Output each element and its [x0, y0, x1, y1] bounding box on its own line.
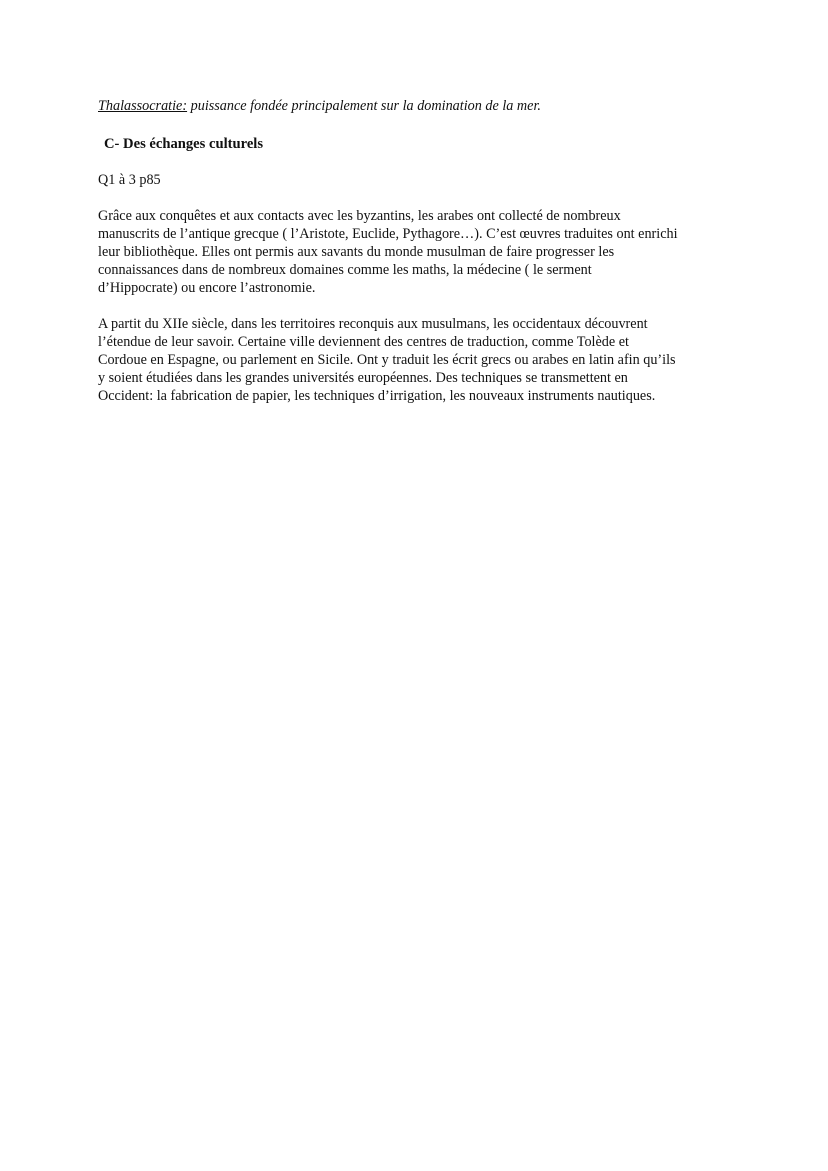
section-heading: C- Des échanges culturels [104, 136, 264, 152]
document-body [98, 97, 738, 405]
definition-text: puissance fondée principalement sur la domination de la mer. [187, 98, 541, 114]
paragraph-2-line: l’étendue de leur savoir. Certaine ville deviennent des centres de traduction, comme Tolède et [98, 334, 629, 350]
questions-reference: Q1 à 3 p85 [98, 172, 161, 188]
paragraph-2-line: y soient étudiées dans les grandes universités européennes. Des techniques se transmettent en [98, 370, 628, 386]
paragraph-1-line: manuscrits de l’antique grecque ( l’Aristote, Euclide, Pythagore…). C’est œuvres traduites ont enrichi [98, 226, 678, 242]
paragraph-1 [98, 207, 738, 297]
paragraph-2-line: Occident: la fabrication de papier, les techniques d’irrigation, les nouveaux instruments nautiques. [98, 388, 656, 404]
paragraph-1-line: Grâce aux conquêtes et aux contacts avec les byzantins, les arabes ont collecté de nombreux [98, 208, 621, 224]
paragraph-1-line: connaissances dans de nombreux domaines comme les maths, la médecine ( le serment [98, 262, 592, 278]
paragraph-1-line: d’Hippocrate) ou encore l’astronomie. [98, 280, 316, 296]
paragraph-1-line: leur bibliothèque. Elles ont permis aux savants du monde musulman de faire progresser les [98, 244, 615, 260]
paragraph-2-line: Cordoue en Espagne, ou parlement en Sicile. Ont y traduit les écrit grecs ou arabes en latin afin qu’ils [98, 352, 676, 368]
paragraph-2-line: A partit du XIIe siècle, dans les territoires reconquis aux musulmans, les occidentaux découvrent [98, 316, 648, 332]
definition-term: Thalassocratie: [98, 98, 188, 114]
definition [98, 97, 738, 115]
paragraph-2 [98, 315, 738, 405]
